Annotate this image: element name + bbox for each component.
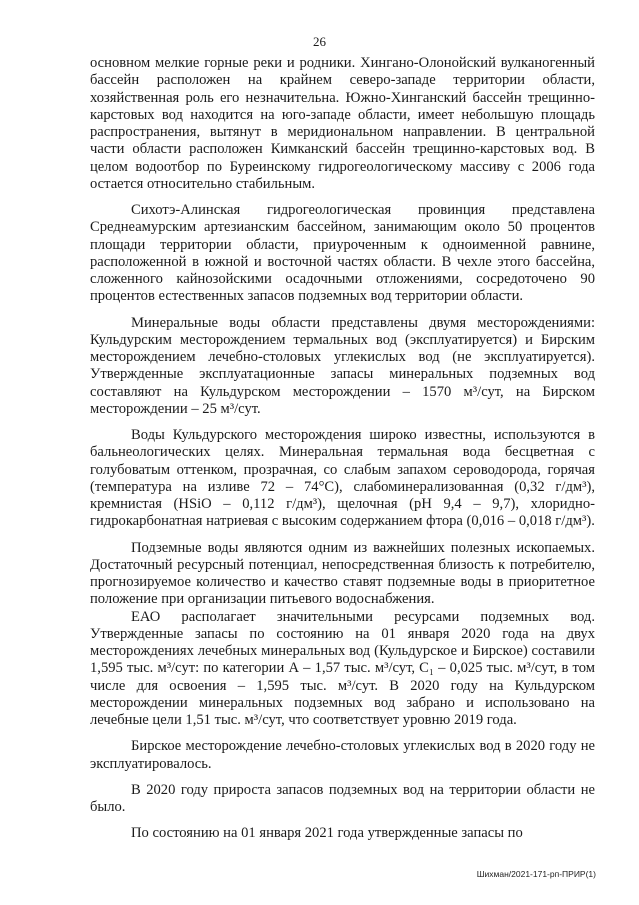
paragraph: Подземные воды являются одним из важнейших полезных ископаемых. Достаточный ресурсный потенциал, непосредственная близость к потребителю, прогнозируемое количество и качество ставят подземные воды в приоритетное положение при организации питьевого водоснабжения. (90, 539, 595, 608)
document-footer-code: Шихман/2021-171-рп-ПРИР(1) (476, 869, 596, 879)
paragraph-spacer (90, 816, 595, 825)
paragraph-spacer (90, 729, 595, 738)
paragraph: В 2020 году прироста запасов подземных вод на территории области не было. (90, 781, 595, 815)
paragraph: ЕАО располагает значительными ресурсами подземных вод. Утвержденные запасы по состоянию на 01 января 2020 года на двух месторождениях лечебных минеральных вод (Кульдурское и Бирское) составили 1,595 тыс. м³/сут: по категории А – 1,57 тыс. м³/сут, С₁ – 0,025 тыс. м³/сут, в том числе для освоения – 1,595 тыс. м³/сут. В 2020 году на Кульдурском месторождении минеральных подземных вод забрано и использовано на лечебные цели 1,51 тыс. м³/сут, что соответствует уровню 2019 года. (90, 608, 595, 728)
paragraph: основном мелкие горные реки и родники. Хингано-Олонойский вулканогенный бассейн расположен на крайнем северо-западе территории области, хозяйственная роль его незначительна. Южно-Хинганский бассейн трещинно-карстовых вод находится на юго-западе области, имеет небольшую площадь распространения, вытянут в меридиональном направлении. В центральной части области расположен Кимканский бассейн трещинно-карстовых вод. В целом водоотбор по Буреинскому гидрогеологическому массиву с 2006 года остается относительно стабильным. (90, 55, 595, 192)
document-body (90, 55, 595, 843)
paragraph: Сихотэ-Алинская гидрогеологическая провинция представлена Среднеамурским артезианским бассейном, занимающим около 50 процентов площади территории области, приуроченным к одноименной равнине, расположенной в южной и восточной частях области. В чехле этого бассейна, сложенного кайнозойскими осадочными отложениями, сосредоточено 90 процентов естественных запасов подземных вод территории области. (90, 202, 595, 305)
paragraph-spacer (90, 193, 595, 202)
paragraph-spacer (90, 418, 595, 427)
page-number: 26 (313, 34, 326, 49)
paragraph: Бирское месторождение лечебно-столовых углекислых вод в 2020 году не эксплуатировалось. (90, 738, 595, 772)
paragraph: Минеральные воды области представлены двумя месторождениями: Кульдурским месторождением термальных вод (эксплуатируется) и Бирским месторождением лечебно-столовых углекислых вод (не эксплуатируется). Утвержденные эксплуатационные запасы минеральных подземных вод составляют на Кульдурском месторождении – 1570 м³/сут, на Бирском месторождении – 25 м³/сут. (90, 314, 595, 417)
paragraph-spacer (90, 773, 595, 782)
paragraph: По состоянию на 01 января 2021 года утвержденные запасы по (131, 825, 523, 842)
paragraph: Воды Кульдурского месторождения широко известны, используются в бальнеологических целях. Минеральная термальная вода бесцветная с голубоватым оттенком, прозрачная, со слабым запахом сероводорода, горячая (температура на изливе 72 – 74°С), слабоминерализованная (0,32 г/дм³), кремнистая (HSiO – 0,112 г/дм³), щелочная (рН 9,4 – 9,7), хлоридно-гидрокарбонатная натриевая с высоким содержанием фтора (0,016 – 0,018 г/дм³). (90, 427, 595, 530)
paragraph-spacer (90, 306, 595, 315)
paragraph-spacer (90, 531, 595, 540)
